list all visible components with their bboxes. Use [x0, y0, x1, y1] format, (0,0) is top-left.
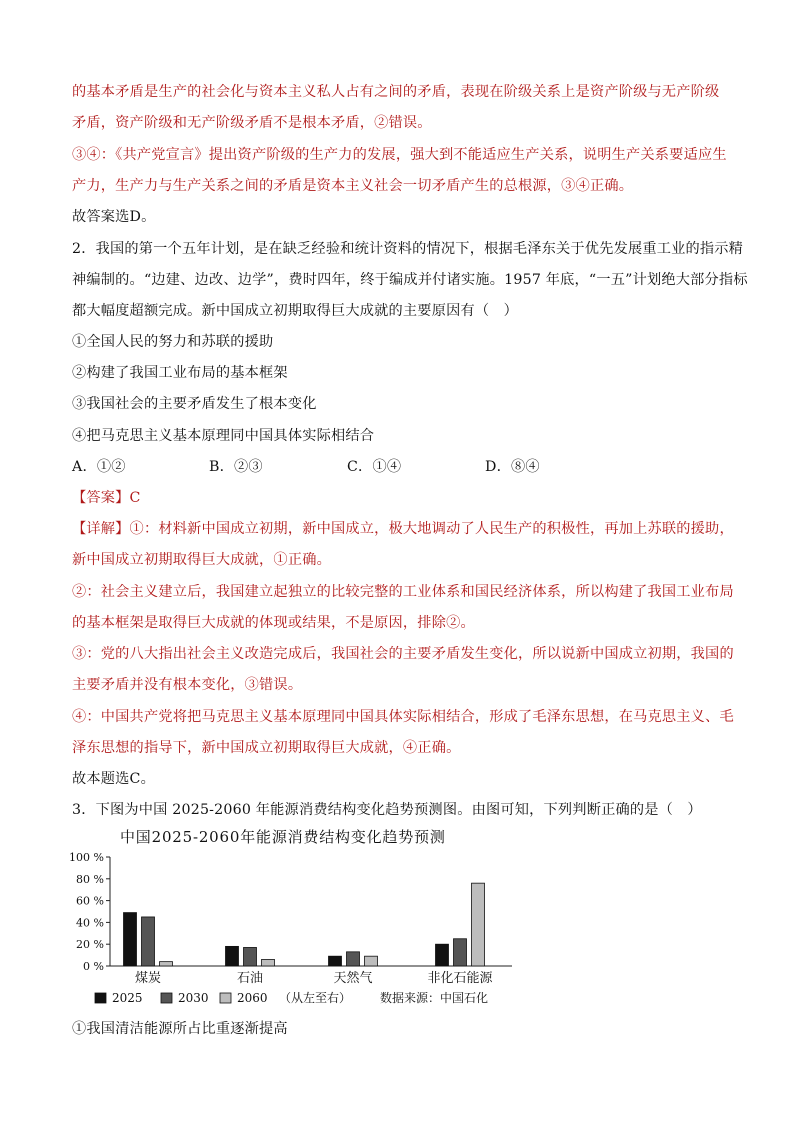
bar-2030	[142, 917, 155, 966]
q2-item: ③我国社会的主要矛盾发生了根本变化	[72, 396, 317, 412]
q2-answer: 【答案】C	[72, 490, 141, 506]
legend-swatch-2060	[220, 993, 231, 1003]
q2-detail-line: 新中国成立初期取得巨大成就，①正确。	[72, 552, 331, 568]
x-category-label: 煤炭	[134, 971, 162, 986]
q2-stem-line: 2．我国的第一个五年计划，是在缺乏经验和统计资料的情况下，根据毛泽东关于优先发展重工业的指示精	[72, 241, 744, 257]
bar-2060	[262, 959, 275, 966]
q2-option-a: A．①②	[72, 459, 126, 475]
bar-2060	[472, 883, 485, 966]
y-tick-label: 100 %	[69, 851, 104, 864]
legend-suffix: （从左至右）	[279, 991, 352, 1005]
q2-detail-line: ④：中国共产党将把马克思主义基本原理同中国具体实际相结合，形成了毛泽东思想，在马克思主义、毛	[72, 709, 734, 725]
q2-option-b: B．②③	[209, 459, 263, 475]
legend-swatch-2030	[161, 993, 172, 1003]
y-tick-label: 0 %	[83, 960, 104, 973]
y-tick-label: 40 %	[76, 916, 104, 930]
q2-detail-line: 的基本框架是取得巨大成就的体现或结果，不是原因，排除②。	[72, 615, 475, 631]
bar-2025	[329, 956, 342, 966]
energy-consumption-bar-chart	[0, 845, 794, 1045]
y-tick-label: 60 %	[76, 894, 104, 908]
bar-2030	[454, 939, 467, 966]
bar-2060	[160, 962, 173, 966]
q1-explanation-line: 矛盾，资产阶级和无产阶级矛盾不是根本矛盾，②错误。	[72, 115, 432, 131]
q2-item: ①全国人民的努力和苏联的援助	[72, 334, 274, 350]
q2-stem-line: 都大幅度超额完成。新中国成立初期取得巨大成就的主要原因有（ ）	[72, 303, 519, 319]
q3-item: ①我国清洁能源所占比重逐渐提高	[72, 1021, 288, 1037]
q2-stem-line: 神编制的。“边建、边改、边学”，费时四年，终于编成并付诸实施。1957 年底，“一五”计划绝大部分指标	[72, 272, 748, 288]
legend-label-2030: 2030	[178, 991, 209, 1005]
q2-item: ②构建了我国工业布局的基本框架	[72, 365, 288, 381]
chart-title: 中国2025-2060年能源消费结构变化趋势预测	[120, 828, 446, 846]
q1-explanation-line: 产力，生产力与生产关系之间的矛盾是资本主义社会一切矛盾产生的总根源，③④正确。	[72, 178, 634, 194]
q3-stem: 3．下图为中国 2025-2060 年能源消费结构变化趋势预测图。由图可知，下列判断正确的是（ ）	[72, 802, 702, 818]
bar-2030	[244, 947, 257, 966]
q2-detail-line: ②：社会主义建立后，我国建立起独立的比较完整的工业体系和国民经济体系，所以构建了我国工业布局	[72, 584, 734, 600]
q2-detail-line: 主要矛盾并没有根本变化，③错误。	[72, 677, 303, 693]
legend-swatch-2025	[95, 993, 106, 1003]
q1-explanation-line: ③④：《共产党宣言》提出资产阶级的生产力的发展，强大到不能适应生产关系，说明生产关系要适应生	[72, 147, 727, 163]
x-category-label: 天然气	[333, 971, 373, 986]
y-tick-label: 80 %	[76, 872, 104, 886]
q2-conclusion: 故本题选C。	[72, 771, 155, 787]
q2-detail-line: 【详解】①：材料新中国成立初期，新中国成立，极大地调动了人民生产的积极性，再加上苏联的援助，	[72, 521, 734, 537]
q2-detail-line: 泽东思想的指导下，新中国成立初期取得巨大成就，④正确。	[72, 740, 461, 756]
legend-label-2025: 2025	[112, 991, 143, 1005]
q2-detail-line: ③：党的八大指出社会主义改造完成后，我国社会的主要矛盾发生变化，所以说新中国成立初期，我国的	[72, 646, 734, 662]
x-category-label: 非化石能源	[427, 971, 493, 986]
x-category-label: 石油	[236, 971, 264, 986]
bar-2030	[347, 952, 360, 966]
bar-2025	[436, 944, 449, 966]
legend-label-2060: 2060	[237, 991, 268, 1005]
q2-item: ④把马克思主义基本原理同中国具体实际相结合	[72, 428, 375, 444]
q2-option-c: C．①④	[347, 459, 402, 475]
bar-2025	[226, 946, 239, 966]
chart-source: 数据来源：中国石化	[380, 991, 489, 1005]
bar-2060	[365, 956, 378, 966]
q1-explanation-line: 的基本矛盾是生产的社会化与资本主义私人占有之间的矛盾，表现在阶级关系上是资产阶级与无产阶级	[72, 84, 720, 100]
y-tick-label: 20 %	[76, 938, 104, 952]
q1-conclusion: 故答案选D。	[72, 209, 156, 225]
q2-option-d: D．⑧④	[485, 459, 540, 475]
bar-2025	[124, 913, 137, 966]
